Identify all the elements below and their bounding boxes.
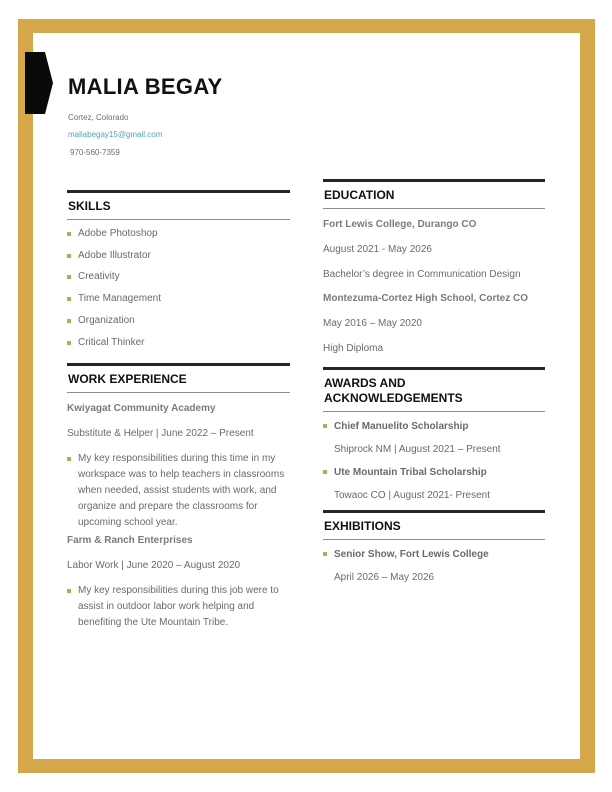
list-item	[323, 465, 545, 481]
awards-list	[323, 465, 545, 481]
bullet-icon	[67, 254, 71, 258]
list-item	[67, 451, 290, 531]
bullet-icon	[67, 589, 71, 593]
awards-section	[323, 367, 545, 503]
award-name: Ute Mountain Tribal Scholarship	[334, 467, 487, 478]
awards-list	[323, 419, 545, 435]
education-heading: EDUCATION	[323, 179, 545, 209]
job-role: Substitute & Helper | June 2022 – Present	[67, 428, 254, 439]
work-heading: WORK EXPERIENCE	[67, 363, 290, 393]
bullet-icon	[323, 424, 327, 428]
education-dates: May 2016 – May 2020	[323, 318, 422, 329]
bullet-icon	[67, 319, 71, 323]
list-item	[323, 547, 545, 563]
list-item	[67, 583, 290, 631]
job-role: Labor Work | June 2020 – August 2020	[67, 560, 241, 571]
exhibitions-heading: EXHIBITIONS	[323, 510, 545, 540]
degree-text: Bachelor’s degree in Communication Design	[323, 269, 521, 280]
bullet-icon	[67, 341, 71, 345]
skill-label: Time Management	[78, 293, 161, 305]
degree-text: High Diploma	[323, 343, 384, 354]
job-duties	[67, 451, 290, 531]
education-dates: August 2021 - May 2026	[323, 244, 432, 255]
skill-label: Critical Thinker	[78, 336, 145, 348]
awards-heading-line: ACKNOWLEDGEMENTS	[324, 391, 463, 405]
skills-heading: SKILLS	[67, 190, 290, 220]
bullet-icon	[67, 232, 71, 236]
award-detail: Towaoc CO | August 2021- Present	[334, 490, 491, 501]
skill-label: Adobe Photoshop	[78, 227, 158, 239]
exhibition-name: Senior Show, Fort Lewis College	[334, 549, 489, 560]
award-name: Chief Manuelito Scholarship	[334, 421, 469, 432]
phone-text: 970-560-7359	[70, 148, 120, 157]
header-tab-shape	[25, 52, 53, 114]
job-description: My key responsibilities during this time in my workspace was to help teachers in classrooms when needed, assist students with work, and organize and prepare the classrooms for upcoming school year.	[78, 453, 285, 528]
skill-label: Creativity	[78, 271, 120, 283]
education-section	[323, 179, 545, 356]
exhibitions-list	[323, 547, 545, 563]
list-item	[67, 269, 290, 285]
exhibition-dates: April 2026 – May 2026	[334, 572, 435, 583]
job-description: My key responsibilities during this job were to assist in outdoor labor work helping and benefiting the Ute Mountain Tribe.	[78, 585, 279, 628]
skills-section	[67, 190, 290, 351]
job-duties	[67, 583, 290, 631]
exhibitions-section	[323, 510, 545, 585]
awards-heading	[323, 367, 545, 412]
skill-label: Adobe Illustrator	[78, 249, 151, 261]
awards-heading-line: AWARDS AND	[324, 376, 406, 390]
bullet-icon	[323, 552, 327, 556]
skill-label: Organization	[78, 314, 135, 326]
list-item	[67, 335, 290, 351]
list-item	[67, 248, 290, 264]
bullet-icon	[67, 275, 71, 279]
list-item	[67, 226, 290, 242]
list-item	[67, 291, 290, 307]
bullet-icon	[67, 297, 71, 301]
school-name: Fort Lewis College, Durango CO	[323, 219, 477, 230]
list-item	[323, 419, 545, 435]
list-item	[67, 313, 290, 329]
job-org: Farm & Ranch Enterprises	[67, 535, 193, 546]
award-detail: Shiprock NM | August 2021 – Present	[334, 444, 501, 455]
job-org: Kwiyagat Community Academy	[67, 403, 216, 414]
skills-list	[67, 226, 290, 351]
work-section	[67, 363, 290, 631]
email-link[interactable]: maliabegay15@gmail.com	[68, 130, 163, 139]
candidate-name: MALIA BEGAY	[68, 74, 223, 99]
bullet-icon	[323, 470, 327, 474]
location-text: Cortez, Colorado	[68, 113, 129, 122]
bullet-icon	[67, 457, 71, 461]
school-name: Montezuma-Cortez High School, Cortez CO	[323, 293, 528, 304]
